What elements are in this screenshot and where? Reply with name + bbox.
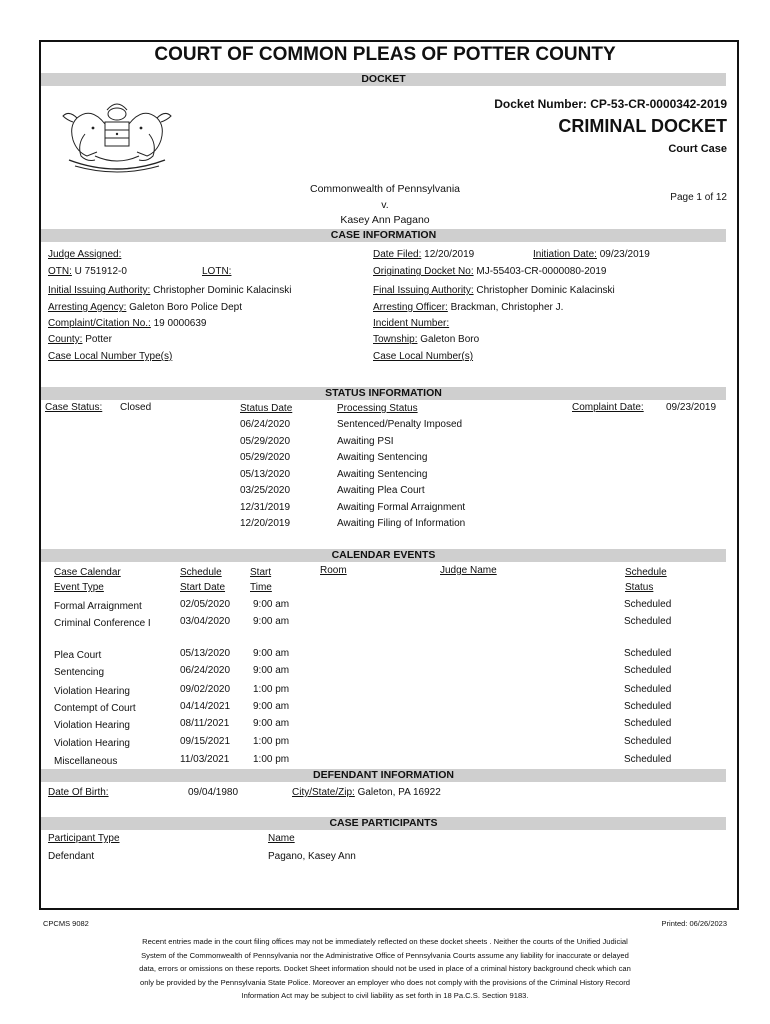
calendar-start-time: 9:00 am [253, 701, 290, 712]
county: County: Potter [48, 334, 112, 345]
calendar-schedule-status: Scheduled [624, 754, 672, 765]
docket-number: Docket Number: CP-53-CR-0000342-2019 [494, 97, 727, 111]
calendar-schedule-status: Scheduled [624, 684, 672, 695]
township: Township: Galeton Boro [373, 334, 480, 345]
disclaimer-line: Recent entries made in the court filing offices may not be immediately reflected on these docket sheets . Neither the courts of the Unified Judicial [142, 937, 628, 946]
calendar-schedule-status: Scheduled [624, 718, 672, 729]
start-date-header: Schedule Start Date [180, 567, 226, 593]
docket-type: CRIMINAL DOCKET [558, 116, 727, 136]
initial-issuing-authority: Initial Issuing Authority: Christopher Dominic Kalacinski [48, 285, 292, 296]
participant-type-header: Participant Type [48, 833, 120, 844]
judge-name-header: Judge Name [440, 565, 497, 576]
calendar-event-type: Formal Arraignment [54, 601, 142, 612]
calendar-event-type: Violation Hearing [54, 686, 130, 697]
calendar-start-date: 03/04/2020 [180, 616, 231, 627]
case-local-number-type-label: Case Local Number Type(s) [48, 351, 173, 362]
docket-bar: DOCKET [41, 73, 726, 86]
caption-plaintiff: Commonwealth of Pennsylvania [310, 183, 460, 195]
originating-docket: Originating Docket No: MJ-55403-CR-0000080-2019 [373, 266, 607, 277]
calendar-start-date: 08/11/2021 [180, 718, 230, 729]
calendar-start-date: 09/15/2021 [180, 736, 231, 747]
lotn-label: LOTN: [202, 266, 232, 277]
status-information-bar: STATUS INFORMATION [41, 387, 726, 400]
calendar-start-time: 1:00 pm [253, 736, 290, 747]
calendar-schedule-status: Scheduled [624, 665, 672, 676]
status-date: 05/29/2020 [240, 452, 291, 463]
calendar-schedule-status: Scheduled [624, 616, 672, 627]
status-date-header: Status Date [240, 403, 293, 414]
processing-status: Awaiting Plea Court [337, 485, 425, 496]
processing-status: Awaiting Sentencing [337, 468, 428, 480]
calendar-event-type: Criminal Conference I [54, 618, 151, 629]
status-date: 06/24/2020 [240, 419, 291, 430]
calendar-start-time: 9:00 am [253, 616, 290, 627]
disclaimer-line: Information Act may be subject to civil liability as set forth in 18 Pa.C.S. Section 9183. [241, 991, 529, 1000]
event-type-header: Case Calendar Event Type [54, 567, 121, 593]
disclaimer-line: data, errors or omissions on these reports. Docket Sheet information should not be used in place of a criminal history background check which can [139, 964, 631, 973]
processing-status: Awaiting Sentencing [337, 452, 428, 463]
processing-status: Awaiting Formal Arraignment [337, 501, 466, 513]
calendar-start-date: 02/05/2020 [180, 599, 231, 610]
court-title: COURT OF COMMON PLEAS OF POTTER COUNTY [154, 44, 616, 65]
calendar-schedule-status: Scheduled [624, 599, 672, 610]
arresting-officer: Arresting Officer: Brackman, Christopher J. [373, 302, 564, 313]
final-issuing-authority: Final Issuing Authority: Christopher Dominic Kalacinski [373, 285, 615, 296]
calendar-start-time: 9:00 am [253, 718, 290, 729]
status-date: 12/20/2019 [240, 518, 291, 529]
caption-versus: v. [381, 199, 389, 211]
case-local-numbers-label: Case Local Number(s) [373, 351, 474, 362]
form-id: CPCMS 9082 [43, 919, 89, 928]
calendar-start-time: 9:00 am [253, 648, 290, 659]
processing-status: Awaiting PSI [337, 435, 394, 447]
processing-status: Awaiting Filing of Information [337, 518, 466, 529]
printed-date: Printed: 06/26/2023 [661, 919, 727, 928]
case-status-label: Case Status: [45, 402, 103, 413]
calendar-schedule-status: Scheduled [624, 736, 672, 747]
city-state-zip: City/State/Zip: Galeton, PA 16922 [292, 787, 441, 798]
pennsylvania-seal-icon [55, 94, 180, 174]
calendar-start-date: 09/02/2020 [180, 684, 231, 695]
calendar-events-bar: CALENDAR EVENTS [41, 549, 726, 562]
calendar-start-date: 06/24/2020 [180, 665, 231, 676]
arresting-agency: Arresting Agency: Galeton Boro Police Dept [48, 302, 242, 313]
calendar-event-type: Violation Hearing [54, 720, 130, 731]
room-header: Room [320, 565, 347, 576]
status-date: 05/13/2020 [240, 468, 291, 480]
dob-label: Date Of Birth: [48, 787, 109, 798]
calendar-start-time: 9:00 am [253, 599, 290, 610]
participant-name-header: Name [268, 833, 295, 844]
participant-name: Pagano, Kasey Ann [268, 851, 356, 862]
calendar-event-type: Plea Court [54, 650, 102, 661]
calendar-event-type: Contempt of Court [54, 703, 136, 714]
initiation-date: Initiation Date: 09/23/2019 [533, 249, 650, 260]
case-information-bar: CASE INFORMATION [41, 229, 726, 242]
schedule-status-header: Schedule Status [625, 567, 667, 593]
calendar-start-date: 11/03/2021 [180, 754, 230, 765]
page-number: Page 1 of 12 [670, 192, 727, 203]
disclaimer-line: System of the Commonwealth of Pennsylvania nor the Administrative Office of Pennsylvania Courts assume any liability for inaccurate or delayed [141, 950, 629, 960]
calendar-start-date: 04/14/2021 [180, 701, 231, 712]
case-participants-bar: CASE PARTICIPANTS [41, 817, 726, 830]
disclaimer-line: only be provided by the Pennsylvania State Police. Moreover an employer who does not comply with the provisions of the Criminal History Record [139, 977, 631, 987]
defendant-information-bar: DEFENDANT INFORMATION [41, 769, 726, 782]
caption-defendant: Kasey Ann Pagano [340, 214, 430, 226]
calendar-start-time: 1:00 pm [253, 754, 290, 765]
calendar-schedule-status: Scheduled [624, 701, 672, 712]
calendar-start-time: 9:00 am [253, 665, 290, 676]
incident-number-label: Incident Number: [373, 318, 450, 329]
date-filed: Date Filed: 12/20/2019 [373, 249, 475, 260]
complaint-date-label: Complaint Date: [572, 402, 644, 413]
calendar-schedule-status: Scheduled [624, 648, 672, 659]
status-date: 03/25/2020 [240, 485, 291, 496]
calendar-event-type: Miscellaneous [54, 756, 118, 767]
case-kind: Court Case [668, 143, 727, 155]
dob-value: 09/04/1980 [188, 787, 239, 798]
complaint-date-value: 09/23/2019 [666, 402, 717, 413]
processing-status-header: Processing Status [337, 403, 418, 414]
status-date: 05/29/2020 [240, 435, 291, 447]
calendar-start-date: 05/13/2020 [180, 648, 231, 659]
participant-type: Defendant [48, 851, 95, 862]
calendar-event-type: Sentencing [54, 667, 105, 678]
calendar-start-time: 1:00 pm [253, 684, 290, 695]
processing-status: Sentenced/Penalty Imposed [337, 419, 463, 430]
status-date: 12/31/2019 [240, 501, 291, 513]
complaint-citation: Complaint/Citation No.: 19 0000639 [48, 318, 207, 329]
judge-assigned-label: Judge Assigned: [48, 249, 122, 260]
otn: OTN: U 751912-0 [48, 266, 127, 277]
calendar-event-type: Violation Hearing [54, 738, 130, 749]
start-time-header: Start Time [250, 567, 272, 593]
case-status-value: Closed [120, 402, 152, 413]
